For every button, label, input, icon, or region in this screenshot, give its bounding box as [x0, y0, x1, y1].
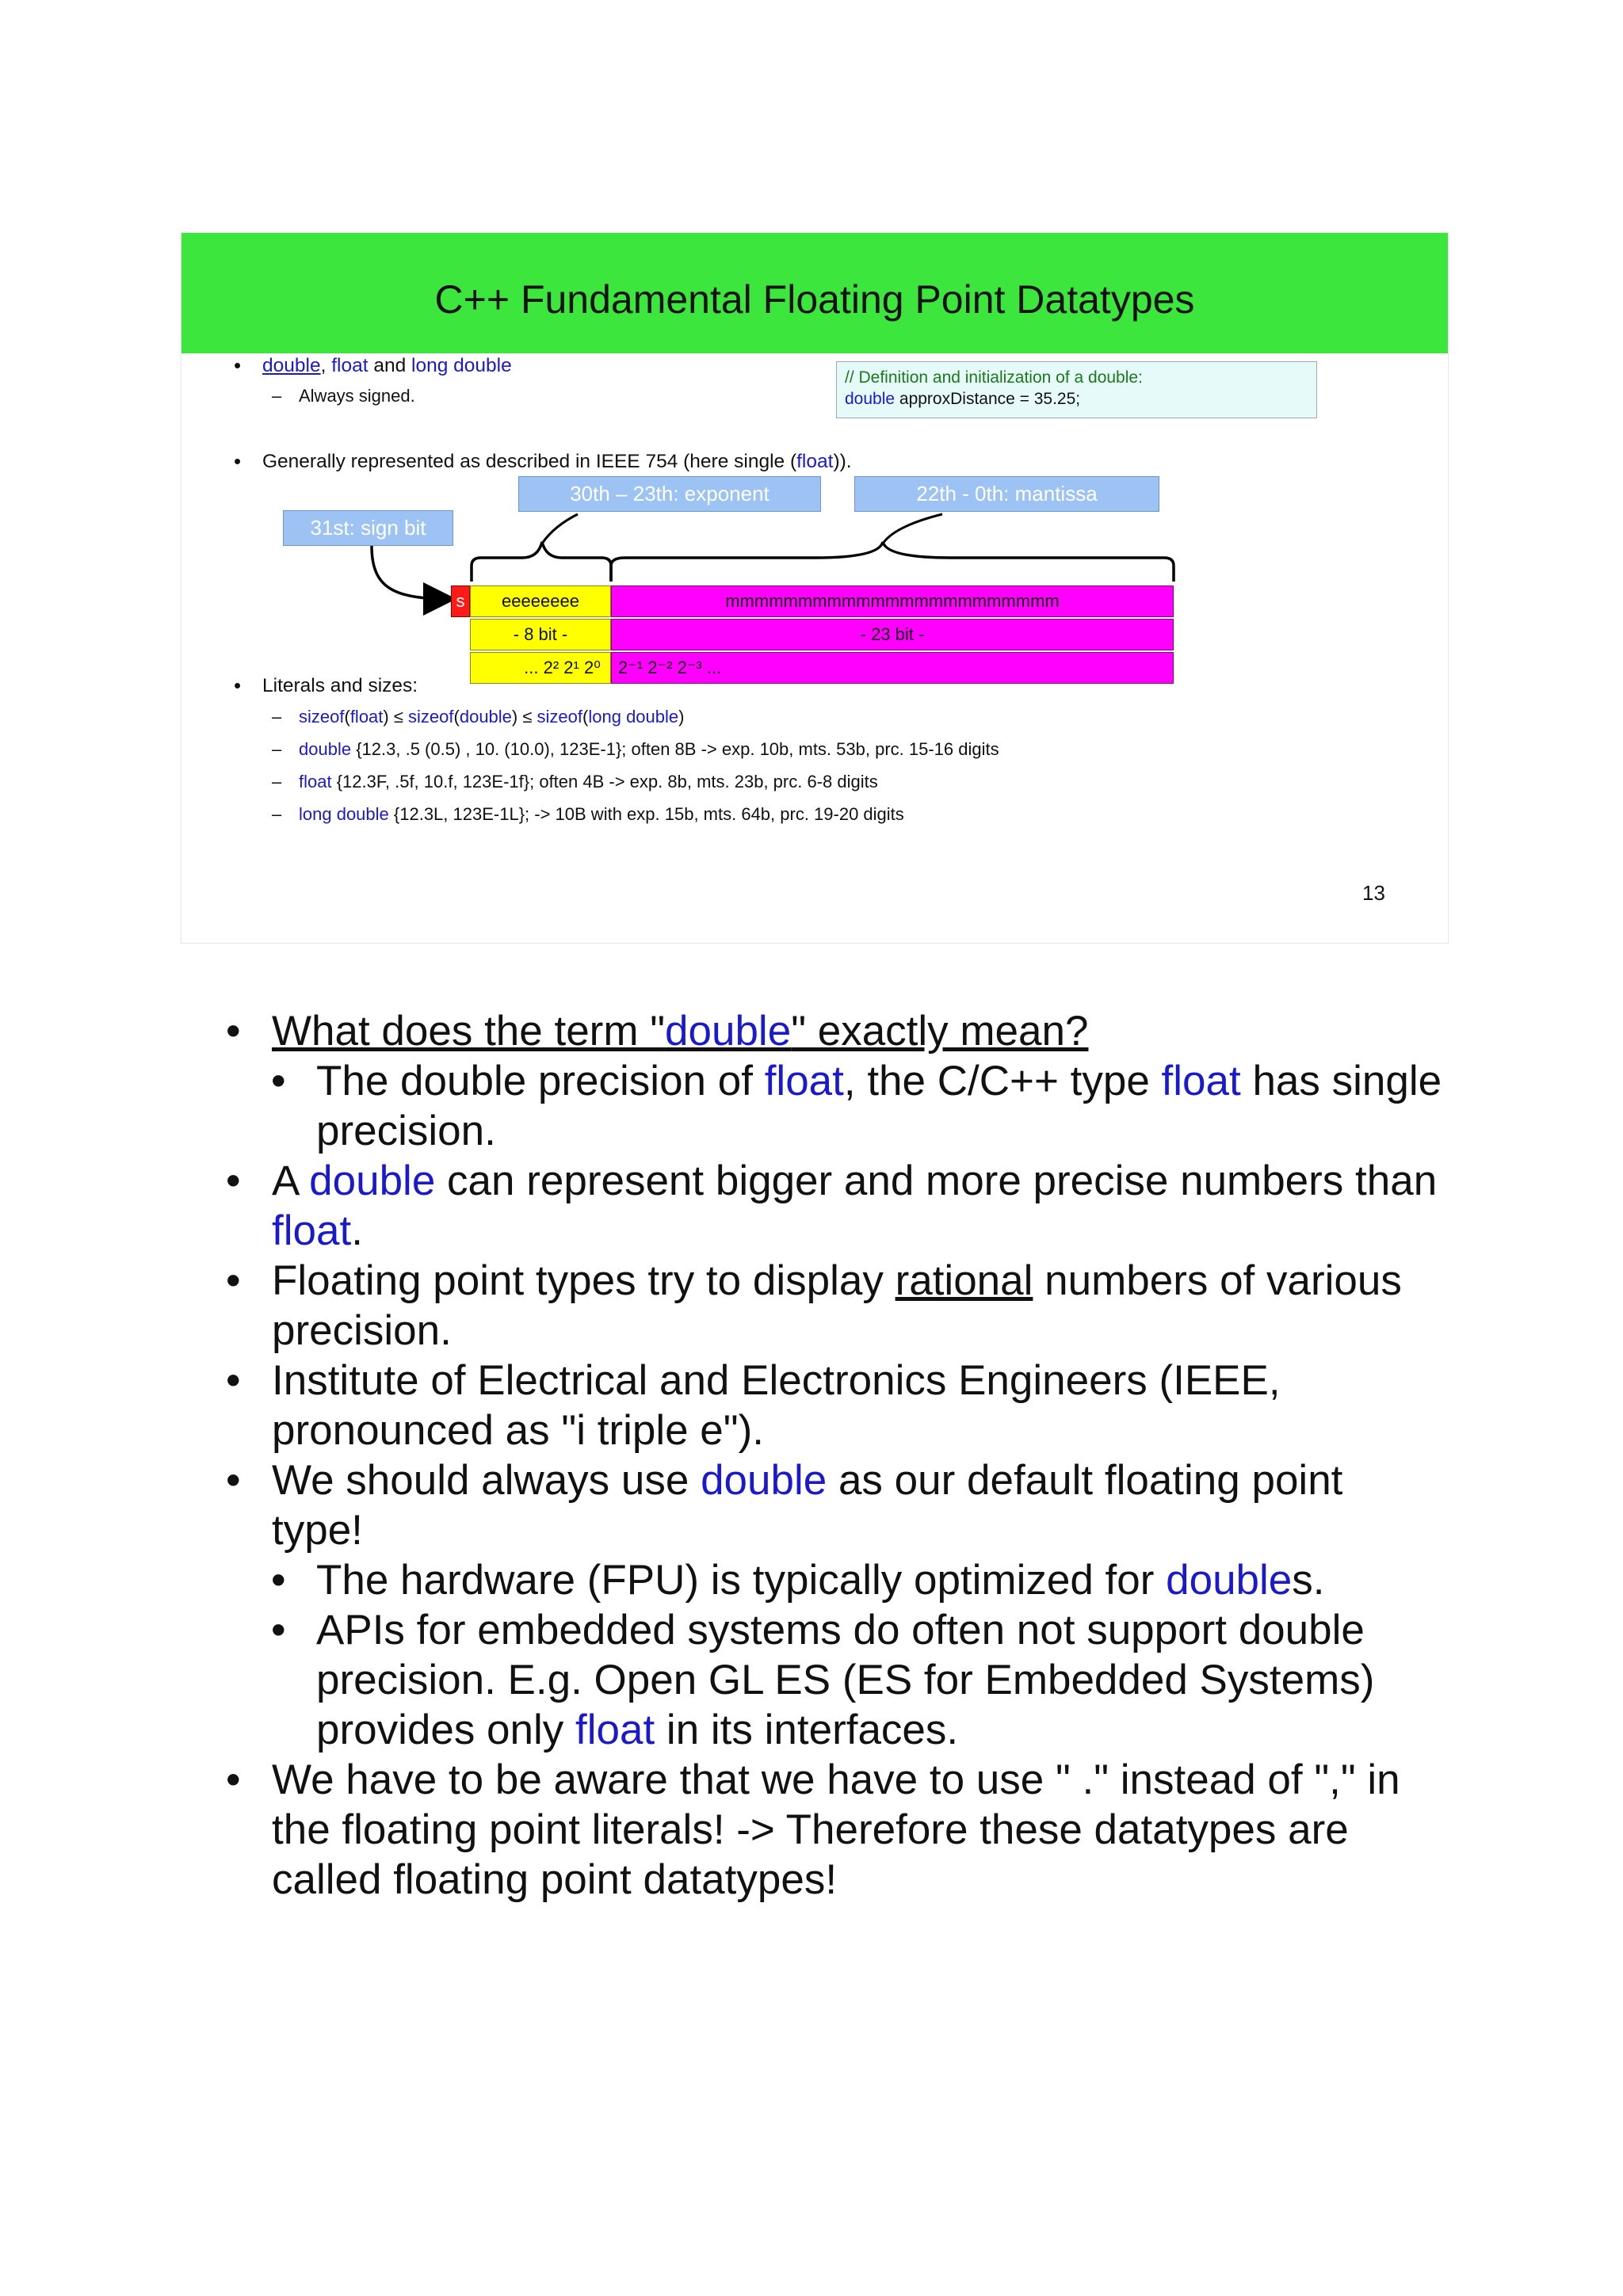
slide-title: C++ Fundamental Floating Point Datatypes: [434, 277, 1195, 322]
code-line: double approxDistance = 35.25;: [845, 390, 1081, 408]
mantissa-bits-cell: - 23 bit -: [611, 619, 1174, 650]
mantissa-cell: mmmmmmmmmmmmmmmmmmmmmmm: [611, 585, 1174, 617]
long-double-literal-line: long double {12.3L, 123E-1L}; -> 10B with exp. 15b, mts. 64b, prc. 19-20 digits: [299, 804, 904, 824]
bullet-dot: •: [234, 353, 242, 377]
sub-always-signed: Always signed.: [299, 386, 415, 406]
size-order: sizeof(float) ≤ sizeof(double) ≤ sizeof(long double): [299, 707, 685, 727]
dash: –: [272, 707, 282, 727]
slide: [181, 232, 1449, 944]
note-item: • We should always use double as our default floating point type!: [226, 1457, 1343, 1554]
kw-float: float: [331, 355, 369, 376]
kw-double: double: [262, 355, 321, 376]
dash: –: [272, 386, 282, 406]
exponent-label: 30th – 23th: exponent: [518, 476, 821, 512]
exponent-powers-cell: ... 2² 2¹ 2⁰: [470, 652, 611, 684]
note-item: • A double can represent bigger and more precise numbers than float.: [226, 1158, 1438, 1254]
bullet-literals: Literals and sizes:: [262, 675, 418, 696]
double-literal-line: double {12.3, .5 (0.5) , 10. (10.0), 123E-1}; often 8B -> exp. 10b, mts. 53b, prc. 15-16 digits: [299, 739, 999, 759]
note-subitem: • The hardware (FPU) is typically optimized for doubles.: [271, 1557, 1325, 1604]
mantissa-pointer: [883, 514, 942, 543]
note-item: • Floating point types try to display rational numbers of various precision.: [226, 1257, 1402, 1354]
bullet-types: double, float and long double: [262, 355, 512, 376]
exponent-cell: eeeeeeee: [470, 585, 611, 617]
sign-arrow: [372, 546, 451, 599]
code-comment: // Definition and initialization of a double:: [845, 368, 1143, 387]
bullet-dot: •: [234, 673, 242, 697]
dash: –: [272, 772, 282, 791]
note-item: • We have to be aware that we have to use " ." instead of "," in the floating point literals! -> Therefore these datatypes are called floating point datatypes!: [226, 1756, 1400, 1903]
exponent-pointer: [542, 514, 578, 543]
sign-bit-label: 31st: sign bit: [283, 510, 453, 546]
bullet-dot: •: [234, 449, 242, 473]
mantissa-label: 22th - 0th: mantissa: [854, 476, 1159, 512]
mantissa-brace: [611, 542, 1174, 582]
note-subitem: • The double precision of float, the C/C++ type float has single precision.: [271, 1058, 1442, 1154]
kw-long-double: long double: [411, 355, 512, 376]
mantissa-powers-cell: 2⁻¹ 2⁻² 2⁻³ ...: [611, 652, 1174, 684]
exponent-bits-cell: - 8 bit -: [470, 619, 611, 650]
exponent-brace: [472, 542, 611, 582]
sign-cell: s: [451, 585, 470, 617]
dash: –: [272, 804, 282, 824]
float-literal-line: float {12.3F, .5f, 10.f, 123E-1f}; often 4B -> exp. 8b, mts. 23b, prc. 6-8 digits: [299, 772, 878, 791]
note-subitem: • APIs for embedded systems do often not support double precision. E.g. Open GL ES (ES for Embedded Systems) provides only float in its interfaces.: [271, 1607, 1375, 1753]
page-number: 13: [1362, 881, 1385, 905]
note-item: • Institute of Electrical and Electronics Engineers (IEEE, pronounced as "i triple e").: [226, 1357, 1281, 1454]
note-item: • What does the term "double" exactly mean?: [226, 1008, 1089, 1055]
bullet-ieee: Generally represented as described in IEEE 754 (here single (float)).: [262, 451, 852, 472]
dash: –: [272, 739, 282, 759]
